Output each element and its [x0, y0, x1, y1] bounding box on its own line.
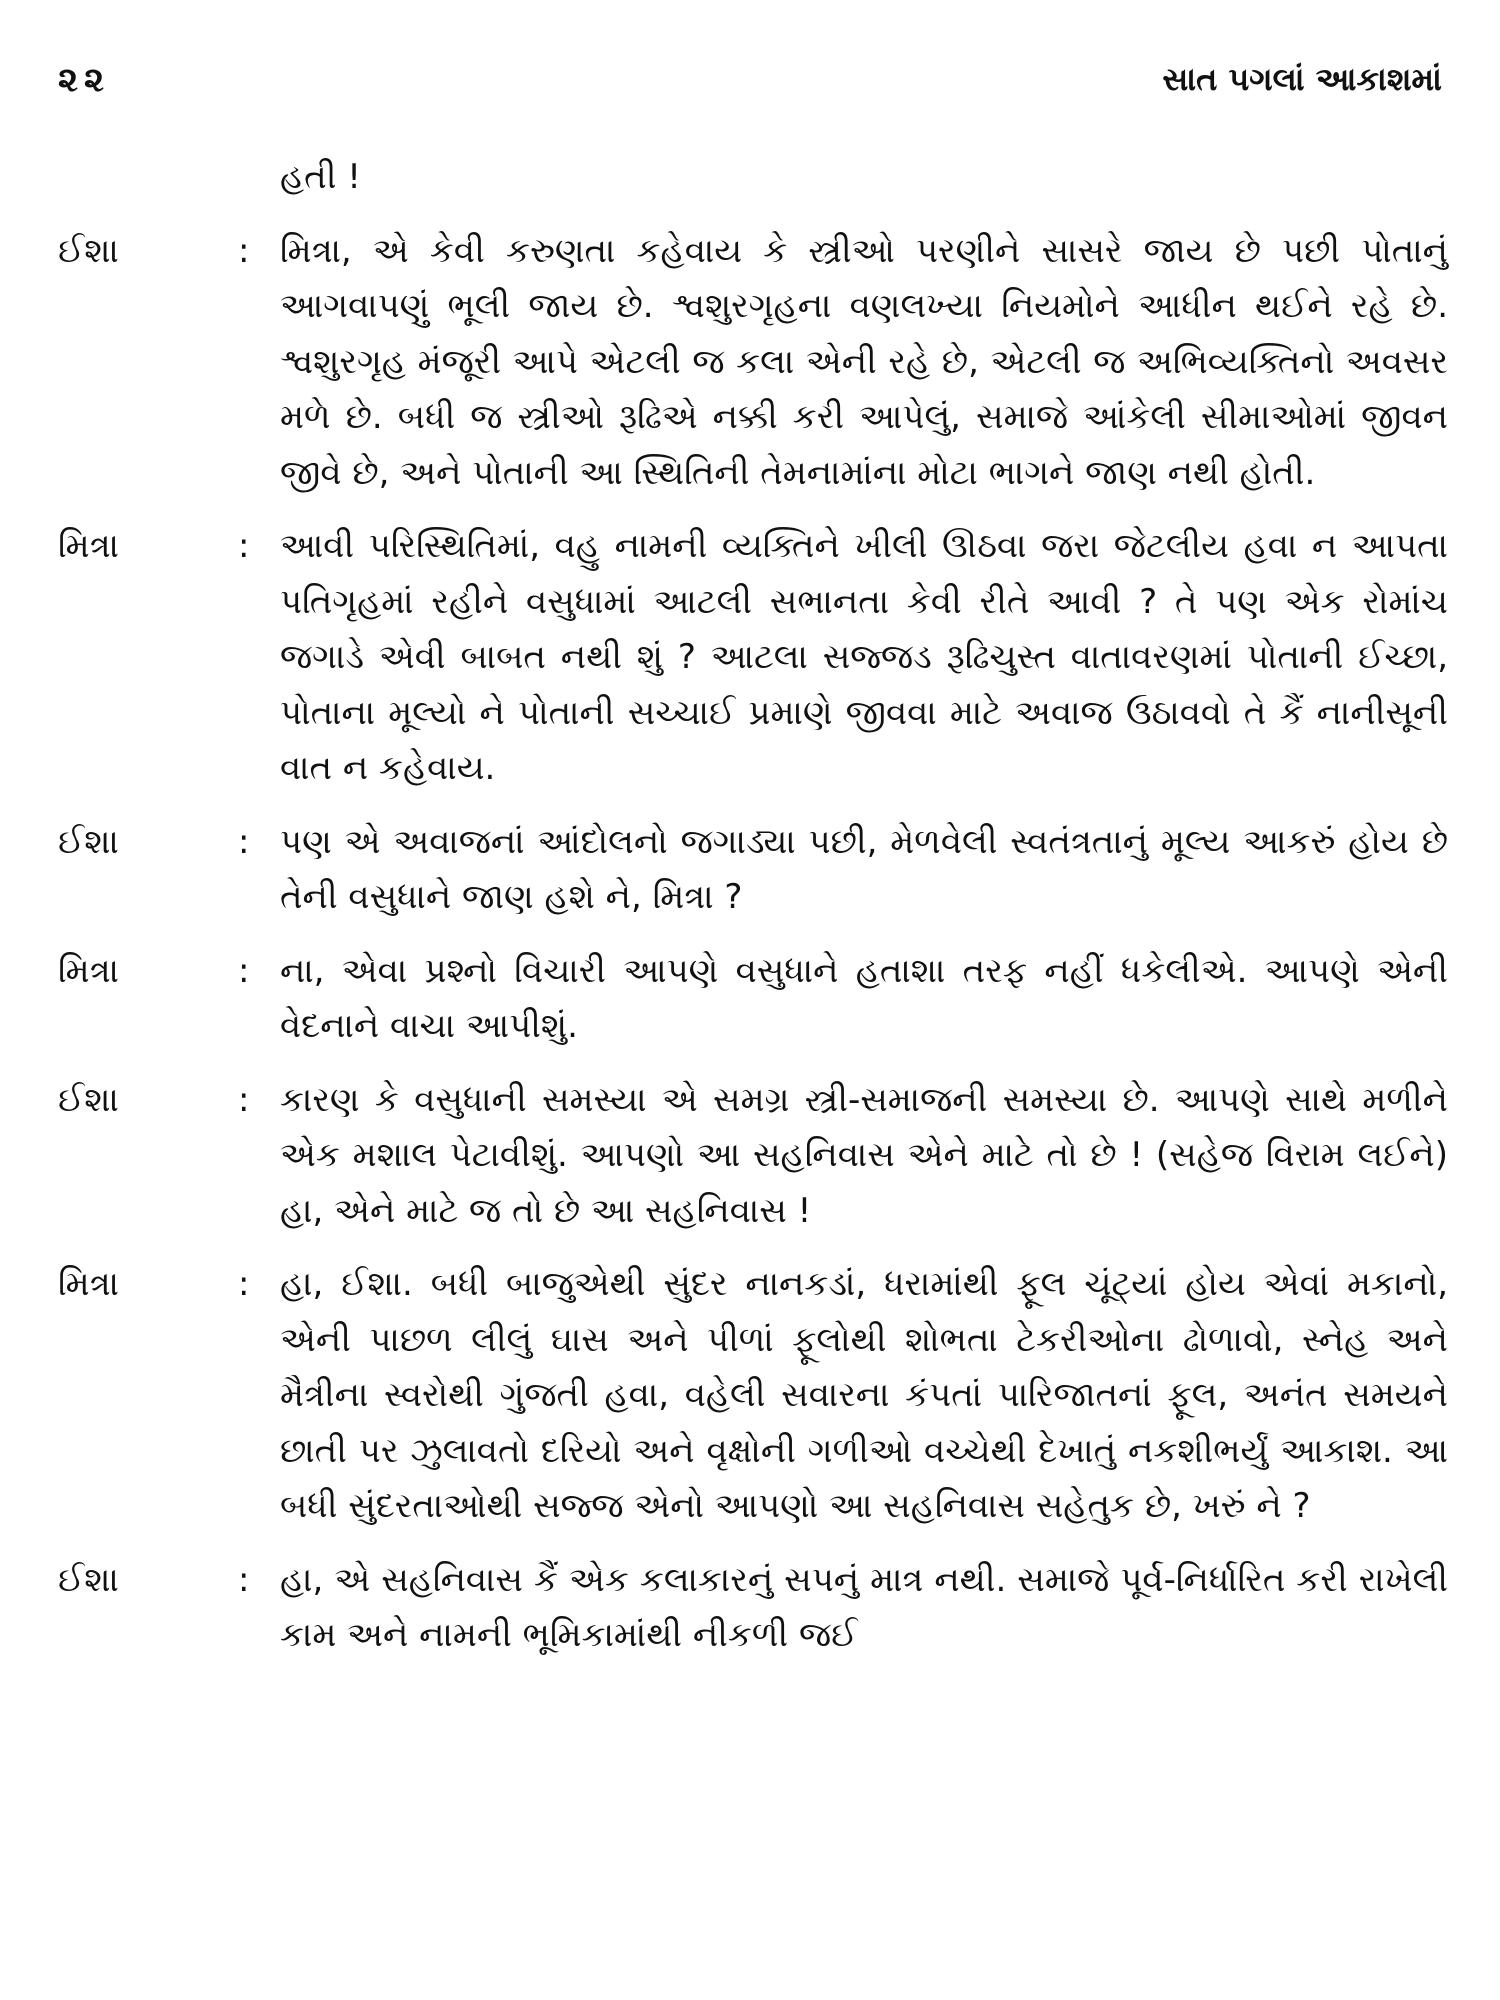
speech-text: હા, એ સહનિવાસ કૈં એક કલાકારનું સપનું માત્ર નથી. સમાજે પૂર્વ-નિર્ધારિત કરી રાખેલી કામ અને નામની ભૂમિકામાંથી નીકળી જઈ [280, 1559, 1448, 1655]
speech-text: ના, એવા પ્રશ્નો વિચારી આપણે વસુધાને હતાશા તરફ નહીં ધકેલીએ. આપણે એની વેદનાને વાચા આપીશું. [280, 950, 1448, 1046]
speaker-colon: : [238, 526, 250, 566]
speaker-name: મિત્રા [58, 1264, 119, 1304]
speaker-colon: : [238, 950, 250, 991]
speaker-name: ઈશા [58, 1559, 119, 1600]
speaker-name: મિત્રા [58, 526, 119, 566]
dialogue-entry [58, 1073, 1448, 1240]
dialogue-entry [58, 1553, 1448, 1664]
speech-text: કારણ કે વસુધાની સમસ્યા એ સમગ્ર સ્ત્રી-સમાજની સમસ્યા છે. આપણે સાથે મળીને એક મશાલ પેટાવીશું. આપણો આ સહનિવાસ એને માટે તો છે ! (સહેજ વિરામ લઈને) હા, એને માટે જ તો છે આ સહનિવાસ ! [280, 1079, 1448, 1231]
speaker-colon: : [238, 1079, 250, 1120]
speaker-name: ઈશા [58, 821, 119, 862]
dialogue-entry [58, 944, 1448, 1055]
speech-text: હા, ઈશા. બધી બાજુએથી સુંદર નાનકડાં, ધરામાંથી ફૂલ ચૂંટ્યાં હોય એવાં મકાનો, એની પાછળ લીલું ઘાસ અને પીળાં ફૂલોથી શોભતા ટેકરીઓના ઢોળાવો, સ્નેહ અને મૈત્રીના સ્વરોથી ગુંજતી હવા, વહેલી સવારના કંપતાં પારિજાતનાં ફૂલ, અનંત સમયને છાતી પર ઝુલાવતો દરિયો અને વૃક્ષોની ગળીઓ વચ્ચેથી દેખાતું નકશીભર્યું આકાશ. આ બધી સુંદરતાઓથી સજ્જ એનો આપણો આ સહનિવાસ સહેતુક છે, ખરું ને ? [280, 1264, 1448, 1526]
speaker-name: ઈશા [58, 1079, 119, 1120]
running-title: સાત પગલાં આકાશમાં [1162, 60, 1442, 98]
speech-text: મિત્રા, એ કેવી કરુણતા કહેવાય કે સ્ત્રીઓ પરણીને સાસરે જાય છે પછી પોતાનું આગવાપણું ભૂલી જાય છે. શ્વશુરગૃહના વણલખ્યા નિયમોને આધીન થઈને રહે છે. શ્વશુરગૃહ મંજૂરી આપે એટલી જ કલા એની રહે છે, એટલી જ અભિવ્યક્તિનો અવસર મળે છે. બધી જ સ્ત્રીઓ રૂઢિએ નક્કી કરી આપેલું, સમાજે આંકેલી સીમાઓમાં જીવન જીવે છે, અને પોતાની આ સ્થિતિની તેમનામાંના મોટા ભાગને જાણ નથી હોતી. [280, 230, 1448, 493]
speech-text: આવી પરિસ્થિતિમાં, વહુ નામની વ્યક્તિને ખીલી ઊઠવા જરા જેટલીય હવા ન આપતા પતિગૃહમાં રહીને વસુધામાં આટલી સભાનતા કેવી રીતે આવી ? તે પણ એક રોમાંચ જગાડે એવી બાબત નથી શું ? આટલા સજ્જડ રૂઢિચુસ્ત વાતાવરણમાં પોતાની ઈચ્છા, પોતાના મૂલ્યો ને પોતાની સચ્ચાઈ પ્રમાણે જીવવા માટે અવાજ ઉઠાવવો તે કૈં નાનીસૂની વાત ન કહેવાય. [280, 526, 1448, 788]
speaker-colon: : [238, 1264, 250, 1304]
speaker-colon: : [238, 1559, 250, 1600]
speaker-name: ઈશા [58, 230, 119, 271]
dialogue-entry [58, 224, 1448, 502]
speech-text: પણ એ અવાજનાં આંદોલનો જગાડ્યા પછી, મેળવેલી સ્વતંત્રતાનું મૂલ્ય આકરું હોય છે તેની વસુધાને જાણ હશે ને, મિત્રા ? [280, 821, 1448, 917]
dialogue-entry [58, 519, 1448, 797]
speaker-colon: : [238, 821, 250, 862]
dialogue-entry [58, 1257, 1448, 1535]
page-number: ૨૨ [58, 60, 110, 100]
continuation-line: હતી ! [280, 157, 361, 197]
dialogue-entry [58, 815, 1448, 926]
speaker-name: મિત્રા [58, 950, 119, 991]
speaker-colon: : [238, 230, 250, 271]
dialogue-body [58, 150, 1448, 1682]
